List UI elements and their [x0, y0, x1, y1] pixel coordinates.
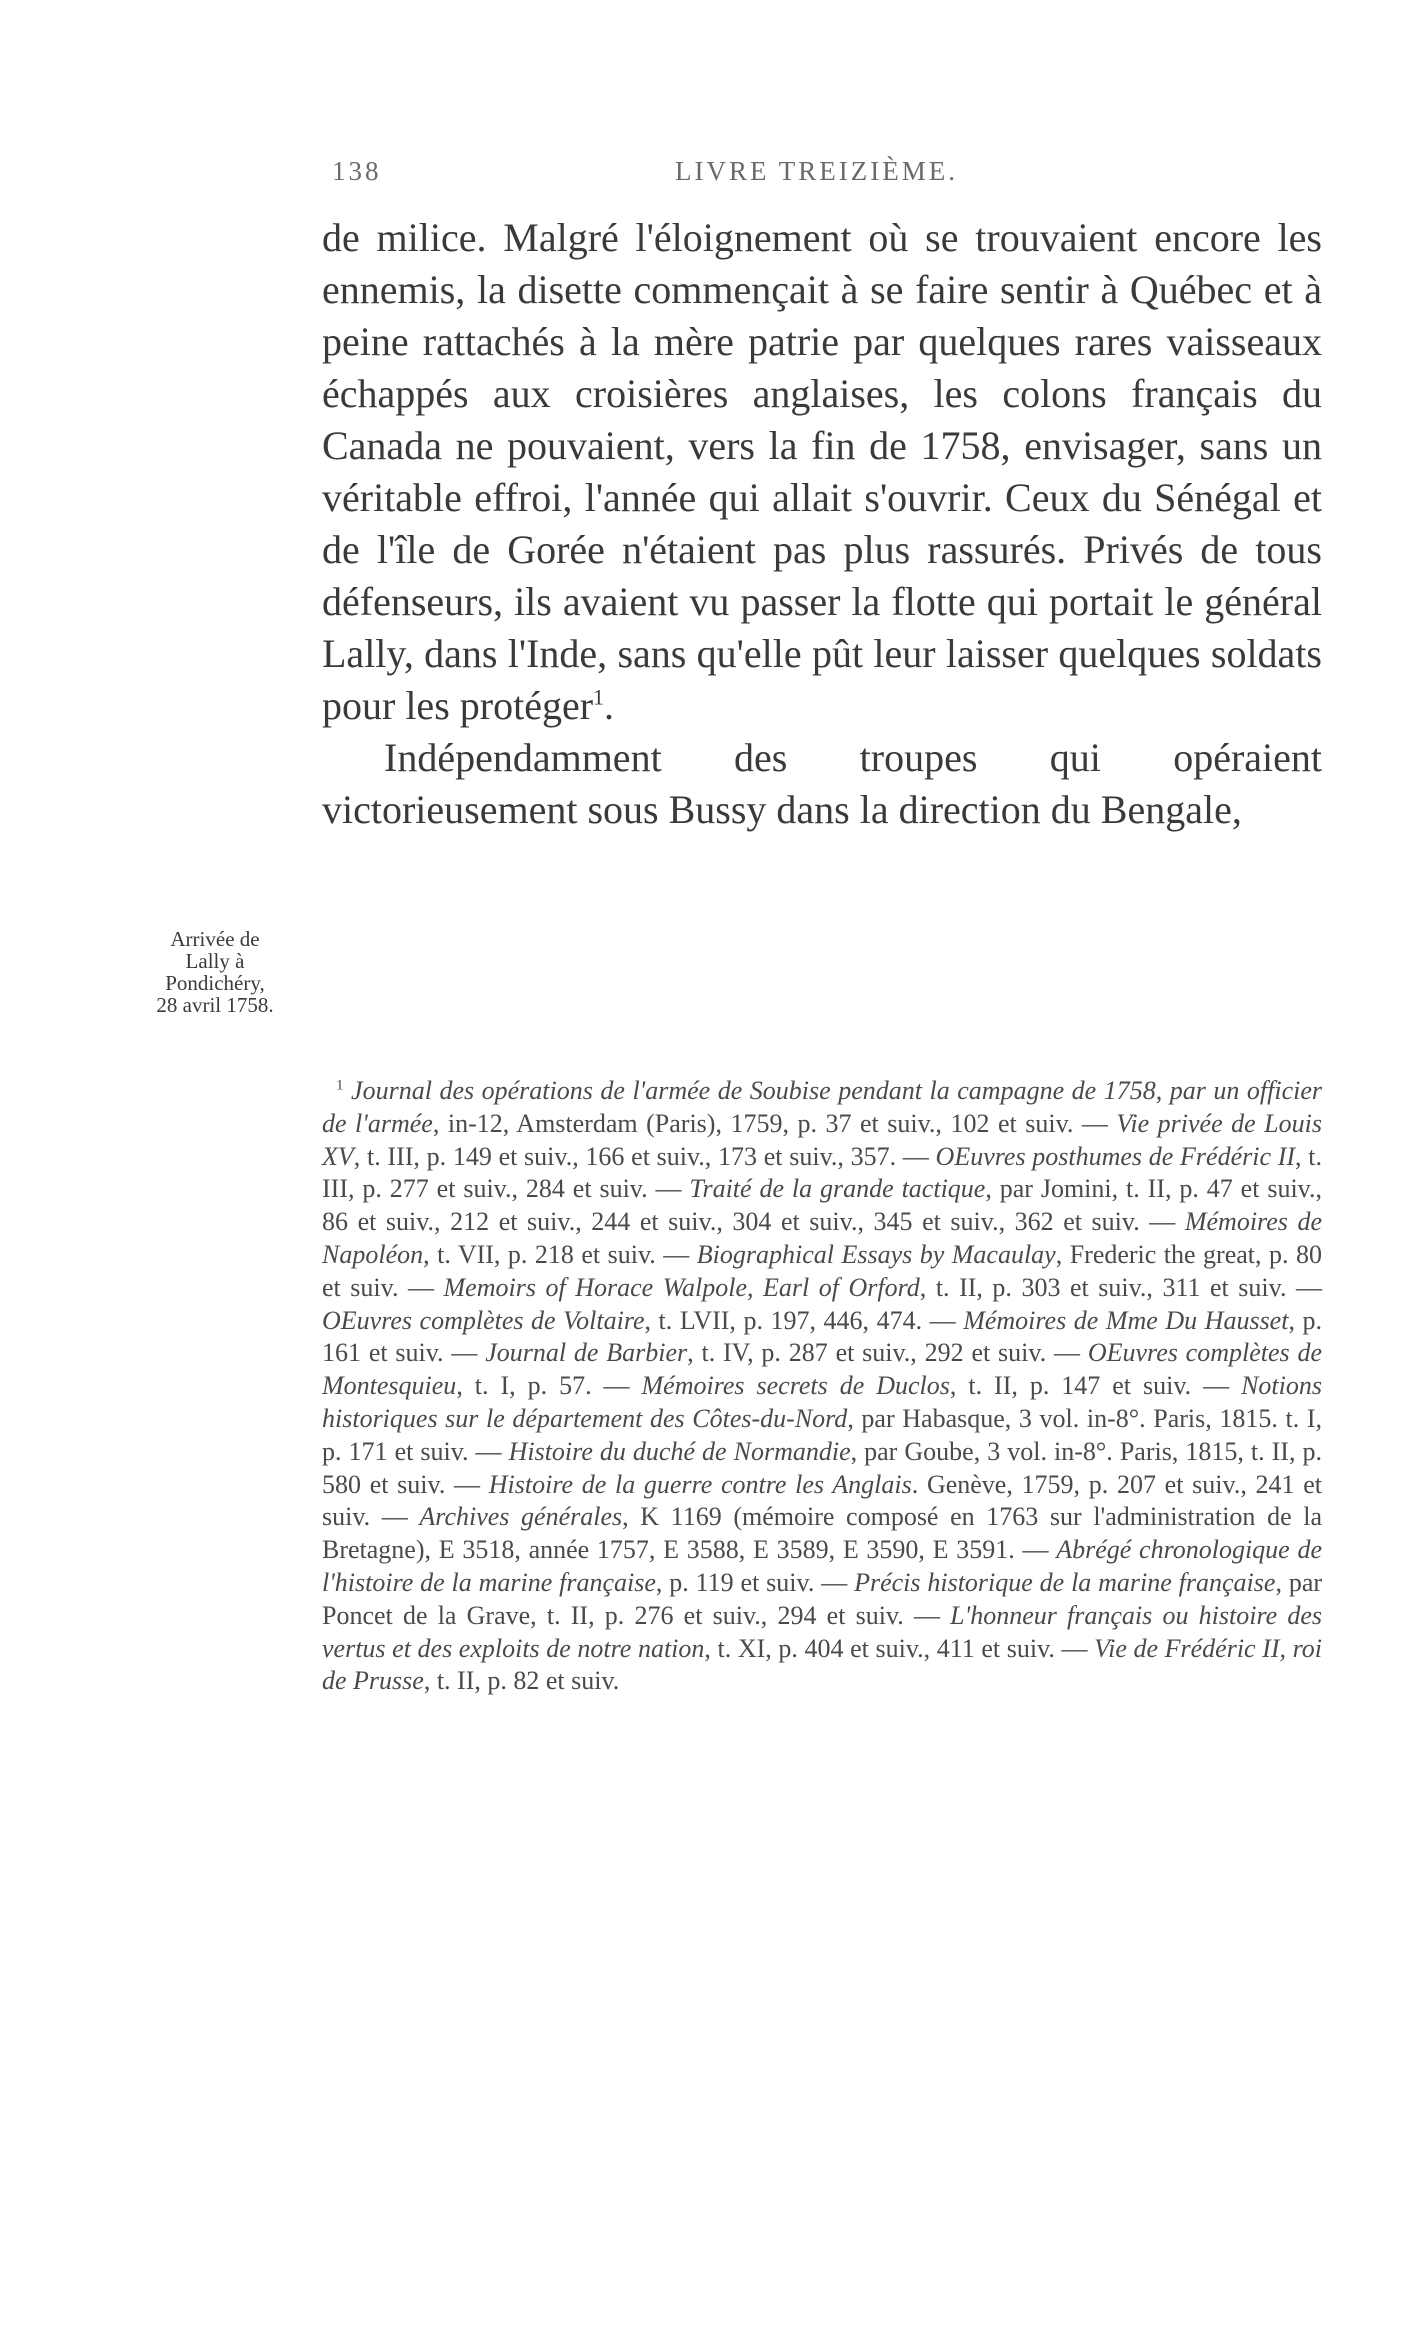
citation-text: , p. 119 et suiv. — [655, 1567, 855, 1597]
citation-text: , t. VII, p. 218 et suiv. — [423, 1239, 697, 1269]
citation-title: Memoirs of Horace Walpole, Earl of Orford [443, 1272, 920, 1302]
citation-text: , par Jomini, t. II, p. 47 et suiv., 86 et suiv., 212 et suiv., 244 et suiv., 304 et suiv., 345 et suiv., 362 et suiv. — [322, 1174, 1322, 1237]
citation-text: , t. IV, p. 287 et suiv., 292 et suiv. — [687, 1338, 1088, 1368]
margin-note-line: Pondichéry, [165, 971, 265, 995]
citation-title: Vie de Frédéric II, roi de Prusse [322, 1633, 1322, 1696]
footnote-marker: 1 [336, 1077, 344, 1094]
citation-title: Mémoires de Mme Du Hausset [963, 1305, 1289, 1335]
paragraph [322, 212, 1322, 732]
citation-text: , K 1169 (mémoire composé en 1763 sur l'administration de la Bretagne), E 3518, année 1757, E 3588, E 3589, E 3590, E 3591. — [322, 1502, 1323, 1565]
citation-title: Traité de la grande tactique [689, 1174, 986, 1204]
citation-title: OEuvres complètes de Montesquieu [322, 1338, 1322, 1401]
citation-text: , t. LVII, p. 197, 446, 474. — [644, 1305, 964, 1335]
citation-text: , par Goube, 3 vol. in-8°. Paris, 1815, t. II, p. 580 et suiv. — [322, 1436, 1322, 1499]
footnotes [322, 1075, 1322, 1698]
citation-title: OEuvres posthumes de Frédéric II [935, 1141, 1296, 1171]
main-text [322, 212, 1322, 836]
citation-title: Histoire de la guerre contre les Anglais [488, 1469, 912, 1499]
paragraph-text: Indépendamment des troupes qui opéraient victorieusement sous Bussy dans la direction du Bengale, [322, 735, 1322, 832]
citation-title: Biographical Essays by Macaulay [696, 1239, 1056, 1269]
margin-note-line: Arrivée de [170, 927, 260, 951]
citation-title: Mémoires de Napoléon [322, 1207, 1322, 1269]
margin-note-line: Lally à [185, 949, 245, 973]
page-number: 138 [332, 156, 382, 186]
citation-text: , par Habasque, 3 vol. in-8°. Paris, 1815. t. I, p. 171 et suiv. — [322, 1403, 1322, 1466]
citation-text: , p. 161 et suiv. — [322, 1305, 1322, 1368]
citation-text: , t. III, p. 277 et suiv., 284 et suiv. — [322, 1141, 1322, 1204]
paragraph-end: . [604, 683, 615, 728]
citation-text: , t. II, p. 147 et suiv. — [949, 1371, 1242, 1401]
citation-title: Notions historiques sur le département des Côtes-du-Nord [322, 1371, 1322, 1433]
citation-title: Journal des opérations de l'armée de Soubise pendant la campagne de 1758, par un officier de l'armée [322, 1076, 1322, 1138]
paragraph-text: de milice. Malgré l'éloignement où se trouvaient encore les ennemis, la disette commençait à se faire sentir à Québec et à peine rattachés à la mère patrie par quelques rares vaisseaux échappés aux croisières anglaises, les colons français du Canada ne pouvaient, vers la fin de 1758, envisager, sans un véritable effroi, l'année qui allait s'ouvrir. Ceux du Sénégal et de l'île de Gorée n'étaient pas plus rassurés. Privés de tous défenseurs, ils avaient vu passer la flotte qui portait le général Lally, dans l'Inde, sans qu'elle pût leur laisser quelques soldats pour les protéger [322, 215, 1322, 728]
citation-title: Histoire du duché de Normandie [508, 1436, 851, 1466]
citation-text: , t. XI, p. 404 et suiv., 411 et suiv. — [704, 1633, 1095, 1663]
citation-text: , Frederic the great, p. 80 et suiv. — [322, 1239, 1322, 1302]
citation-text: . Genève, 1759, p. 207 et suiv., 241 et suiv. — [322, 1469, 1322, 1532]
running-title: LIVRE TREIZIÈME. [675, 156, 958, 186]
citation-title: L'honneur français ou histoire des vertus et des exploits de notre nation [322, 1600, 1322, 1663]
citation-text: , t. II, p. 82 et suiv. [423, 1666, 620, 1696]
citation-text: , t. I, p. 57. — [456, 1371, 642, 1401]
paragraph [322, 732, 1322, 836]
citation-text: , t. II, p. 303 et suiv., 311 et suiv. — [919, 1272, 1322, 1302]
citation-title: OEuvres complètes de Voltaire [322, 1305, 645, 1335]
citation-title: Archives générales [419, 1502, 623, 1532]
citation-text: , par Poncet de la Grave, t. II, p. 276 et suiv., 294 et suiv. — [322, 1567, 1323, 1630]
citation-title: Vie privée de Louis XV [322, 1108, 1322, 1171]
citation-title: Précis historique de la marine française [854, 1567, 1276, 1597]
footnote [322, 1075, 1322, 1698]
citation-text: , in-12, Amsterdam (Paris), 1759, p. 37 et suiv., 102 et suiv. — [432, 1108, 1117, 1138]
citation-title: Abrégé chronologique de l'histoire de la marine française [322, 1535, 1322, 1597]
citation-text: , t. III, p. 149 et suiv., 166 et suiv., 173 et suiv., 357. — [353, 1141, 936, 1171]
margin-note [110, 928, 320, 1016]
margin-note-line: 28 avril 1758. [156, 993, 274, 1017]
footnote-reference[interactable]: 1 [593, 684, 605, 710]
running-header [320, 156, 1280, 196]
citation-title: Mémoires secrets de Duclos [641, 1371, 950, 1401]
citation-title: Journal de Barbier [485, 1338, 688, 1368]
